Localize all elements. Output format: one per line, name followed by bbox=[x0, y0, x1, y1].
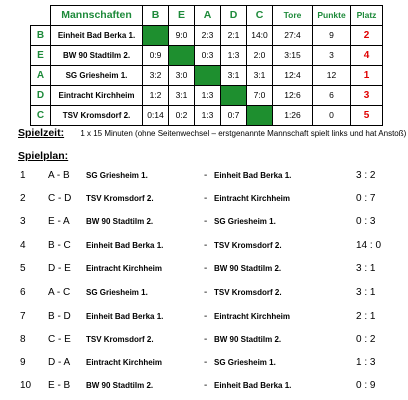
game-code: C - E bbox=[48, 334, 71, 345]
game-score: 2 : 1 bbox=[356, 311, 376, 322]
result-cell: 1:3 bbox=[195, 106, 221, 126]
game-number: 1 bbox=[20, 170, 26, 181]
game-away-team: TSV Kromsdorf 2. bbox=[214, 288, 282, 297]
game-number: 8 bbox=[20, 334, 26, 345]
header-tore: Tore bbox=[273, 6, 313, 26]
game-away-team: Eintracht Kirchheim bbox=[214, 312, 291, 321]
game-home-team: Einheit Bad Berka 1. bbox=[86, 312, 164, 321]
spielzeit-label: Spielzeit: bbox=[18, 127, 65, 139]
game-away-team: BW 90 Stadtilm 2. bbox=[214, 264, 282, 273]
tore-cell: 3:15 bbox=[273, 46, 313, 66]
game-score: 14 : 0 bbox=[356, 240, 382, 251]
platz-cell: 3 bbox=[351, 86, 383, 106]
result-cell: 3:1 bbox=[247, 66, 273, 86]
game-score: 0 : 9 bbox=[356, 380, 376, 391]
tore-cell: 12:4 bbox=[273, 66, 313, 86]
standings-row bbox=[31, 46, 383, 66]
game-dash: - bbox=[204, 263, 208, 274]
spielzeit-text: 1 x 15 Minuten (ohne Seitenwechsel – erstgenannte Mannschaft spielt links und hat Anstoß) bbox=[80, 129, 407, 138]
result-cell: 0:7 bbox=[221, 106, 247, 126]
game-home-team: SG Griesheim 1. bbox=[86, 288, 148, 297]
game-code: E - A bbox=[48, 216, 70, 227]
header-platz: Platz bbox=[351, 6, 383, 26]
game-dash: - bbox=[204, 240, 208, 251]
result-cell: 1:2 bbox=[143, 86, 169, 106]
result-cell: 9:0 bbox=[169, 26, 195, 46]
platz-cell: 1 bbox=[351, 66, 383, 86]
spielzeit-line bbox=[18, 127, 406, 139]
game-away-team: TSV Kromsdorf 2. bbox=[214, 241, 282, 250]
header-mannschaften: Mannschaften bbox=[51, 6, 143, 26]
header-col-c: C bbox=[247, 6, 273, 26]
team-code: D bbox=[31, 86, 51, 106]
game-score: 3 : 2 bbox=[356, 170, 376, 181]
standings-row bbox=[31, 66, 383, 86]
game-away-team: SG Griesheim 1. bbox=[214, 217, 276, 226]
team-code: E bbox=[31, 46, 51, 66]
result-cell: 7:0 bbox=[247, 86, 273, 106]
platz-cell: 2 bbox=[351, 26, 383, 46]
header-col-b: B bbox=[143, 6, 169, 26]
game-row bbox=[0, 193, 408, 213]
tore-cell: 27:4 bbox=[273, 26, 313, 46]
result-cell: 2:1 bbox=[221, 26, 247, 46]
game-row bbox=[0, 170, 408, 190]
game-score: 0 : 3 bbox=[356, 216, 376, 227]
team-name: SG Griesheim 1. bbox=[51, 66, 143, 86]
result-cell: 0:9 bbox=[143, 46, 169, 66]
team-code: C bbox=[31, 106, 51, 126]
game-dash: - bbox=[204, 193, 208, 204]
game-home-team: TSV Kromsdorf 2. bbox=[86, 335, 154, 344]
result-cell: 2:0 bbox=[247, 46, 273, 66]
game-score: 1 : 3 bbox=[356, 357, 376, 368]
header-punkte: Punkte bbox=[313, 6, 351, 26]
game-row bbox=[0, 216, 408, 236]
result-cell: 3:1 bbox=[169, 86, 195, 106]
self-cell bbox=[143, 26, 169, 46]
game-row bbox=[0, 380, 408, 400]
game-row bbox=[0, 311, 408, 331]
standings-row bbox=[31, 106, 383, 126]
team-code: B bbox=[31, 26, 51, 46]
platz-cell: 5 bbox=[351, 106, 383, 126]
game-number: 5 bbox=[20, 263, 26, 274]
game-score: 0 : 7 bbox=[356, 193, 376, 204]
game-home-team: SG Griesheim 1. bbox=[86, 171, 148, 180]
game-code: D - E bbox=[48, 263, 71, 274]
game-dash: - bbox=[204, 170, 208, 181]
header-corner bbox=[31, 6, 51, 26]
team-name: Eintracht Kirchheim bbox=[51, 86, 143, 106]
team-code: A bbox=[31, 66, 51, 86]
tore-cell: 1:26 bbox=[273, 106, 313, 126]
game-dash: - bbox=[204, 216, 208, 227]
game-away-team: BW 90 Stadtilm 2. bbox=[214, 335, 282, 344]
result-cell: 2:3 bbox=[195, 26, 221, 46]
game-number: 6 bbox=[20, 287, 26, 298]
game-dash: - bbox=[204, 287, 208, 298]
header-col-a: A bbox=[195, 6, 221, 26]
punkte-cell: 9 bbox=[313, 26, 351, 46]
punkte-cell: 6 bbox=[313, 86, 351, 106]
tore-cell: 12:6 bbox=[273, 86, 313, 106]
standings-row bbox=[31, 86, 383, 106]
standings-table bbox=[30, 5, 383, 126]
game-code: B - D bbox=[48, 311, 71, 322]
game-home-team: Eintracht Kirchheim bbox=[86, 358, 163, 367]
platz-cell: 4 bbox=[351, 46, 383, 66]
punkte-cell: 3 bbox=[313, 46, 351, 66]
self-cell bbox=[169, 46, 195, 66]
game-row bbox=[0, 287, 408, 307]
game-number: 9 bbox=[20, 357, 26, 368]
team-name: TSV Kromsdorf 2. bbox=[51, 106, 143, 126]
game-code: E - B bbox=[48, 380, 71, 391]
result-cell: 3:2 bbox=[143, 66, 169, 86]
game-number: 2 bbox=[20, 193, 26, 204]
game-number: 10 bbox=[20, 380, 32, 391]
result-cell: 3:1 bbox=[221, 66, 247, 86]
game-code: D - A bbox=[48, 357, 71, 368]
punkte-cell: 0 bbox=[313, 106, 351, 126]
standings-row bbox=[31, 26, 383, 46]
game-away-team: Einheit Bad Berka 1. bbox=[214, 171, 292, 180]
game-away-team: Eintracht Kirchheim bbox=[214, 194, 291, 203]
self-cell bbox=[221, 86, 247, 106]
game-row bbox=[0, 240, 408, 260]
game-score: 3 : 1 bbox=[356, 263, 376, 274]
game-home-team: TSV Kromsdorf 2. bbox=[86, 194, 154, 203]
team-name: BW 90 Stadtilm 2. bbox=[51, 46, 143, 66]
result-cell: 0:2 bbox=[169, 106, 195, 126]
game-row bbox=[0, 357, 408, 377]
self-cell bbox=[247, 106, 273, 126]
result-cell: 3:0 bbox=[169, 66, 195, 86]
game-home-team: BW 90 Stadtilm 2. bbox=[86, 381, 154, 390]
result-cell: 0:3 bbox=[195, 46, 221, 66]
game-code: A - B bbox=[48, 170, 70, 181]
result-cell: 0:14 bbox=[143, 106, 169, 126]
team-name: Einheit Bad Berka 1. bbox=[51, 26, 143, 46]
game-code: C - D bbox=[48, 193, 72, 204]
game-dash: - bbox=[204, 334, 208, 345]
game-home-team: Eintracht Kirchheim bbox=[86, 264, 163, 273]
result-cell: 1:3 bbox=[195, 86, 221, 106]
game-number: 4 bbox=[20, 240, 26, 251]
game-number: 3 bbox=[20, 216, 26, 227]
result-cell: 1:3 bbox=[221, 46, 247, 66]
result-cell: 14:0 bbox=[247, 26, 273, 46]
game-dash: - bbox=[204, 380, 208, 391]
game-code: A - C bbox=[48, 287, 71, 298]
game-score: 0 : 2 bbox=[356, 334, 376, 345]
spielplan-label: Spielplan: bbox=[18, 150, 69, 162]
header-col-d: D bbox=[221, 6, 247, 26]
game-dash: - bbox=[204, 311, 208, 322]
game-code: B - C bbox=[48, 240, 71, 251]
header-col-e: E bbox=[169, 6, 195, 26]
game-away-team: SG Griesheim 1. bbox=[214, 358, 276, 367]
punkte-cell: 12 bbox=[313, 66, 351, 86]
game-number: 7 bbox=[20, 311, 26, 322]
game-home-team: Einheit Bad Berka 1. bbox=[86, 241, 164, 250]
game-away-team: Einheit Bad Berka 1. bbox=[214, 381, 292, 390]
standings-header-row bbox=[31, 6, 383, 26]
game-row bbox=[0, 334, 408, 354]
self-cell bbox=[195, 66, 221, 86]
game-score: 3 : 1 bbox=[356, 287, 376, 298]
game-home-team: BW 90 Stadtilm 2. bbox=[86, 217, 154, 226]
game-row bbox=[0, 263, 408, 283]
game-dash: - bbox=[204, 357, 208, 368]
